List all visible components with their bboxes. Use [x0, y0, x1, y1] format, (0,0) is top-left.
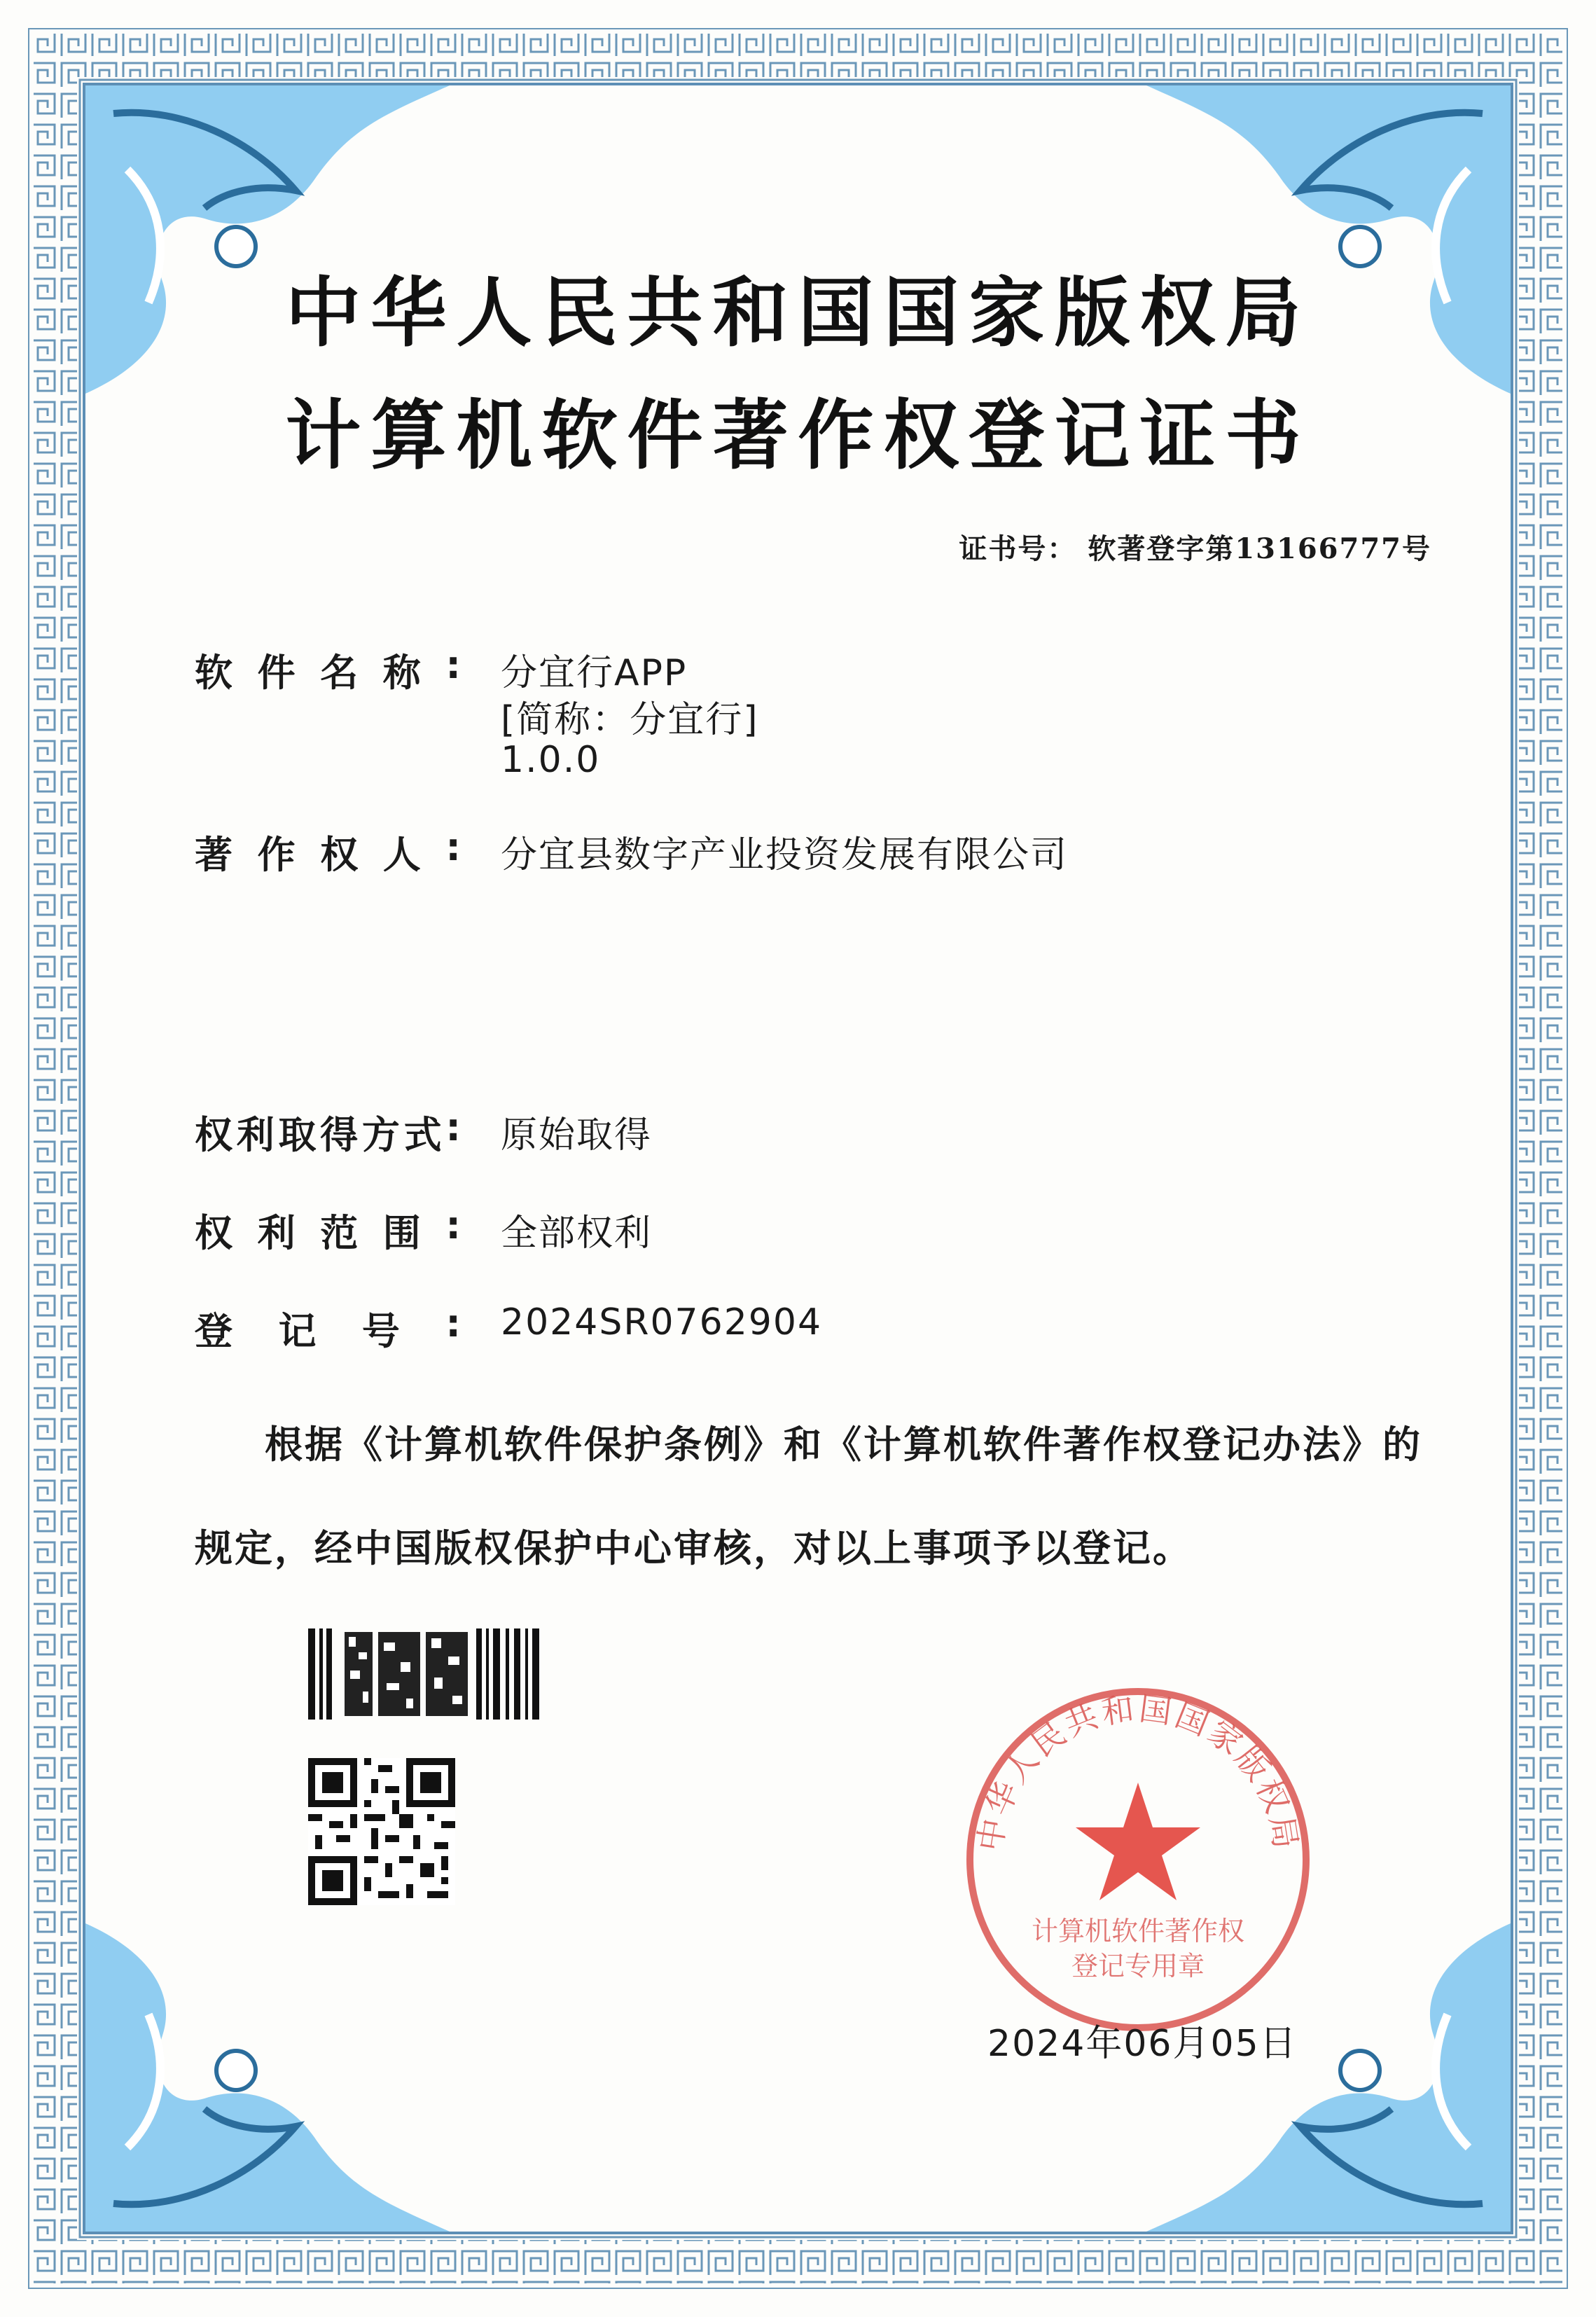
software-name-label: 软 件 名 称 :: [195, 643, 461, 695]
software-name-value: 分宜行APP: [501, 652, 688, 694]
official-seal: [956, 1678, 1320, 2042]
software-version: 1.0.0: [501, 739, 601, 781]
seal-outer-text: 中华人民共和国国家版权局: [971, 1689, 1305, 1854]
seal-inner-line2: 登记专用章: [1071, 1951, 1205, 1981]
acquisition-method-value: 原始取得: [501, 1114, 653, 1156]
seal-inner-line1: 计算机软件著作权: [1031, 1916, 1245, 1946]
acquisition-method-label: 权 利 取 得 方 式 :: [195, 1105, 461, 1157]
rights-scope-value: 全部权利: [501, 1212, 653, 1254]
copyright-owner-value: 分宜县数字产业投资发展有限公司: [501, 834, 1069, 876]
software-short-name: [简称：分宜行]: [501, 699, 759, 741]
certificate-title-line1: 中华人民共和国国家版权局: [285, 269, 1311, 357]
certificate-title-line2: 计算机软件著作权登记证书: [285, 392, 1311, 480]
qr-code: [308, 1758, 455, 1905]
barcode: [308, 1628, 546, 1720]
issue-date: 2024年06月05日: [987, 2023, 1298, 2065]
statement-line1: 根据《计算机软件保护条例》和《计算机软件著作权登记办法》的: [265, 1423, 1422, 1467]
certificate-number: 证书号： 软著登字第13166777号: [959, 532, 1431, 565]
registration-number-value: 2024SR0762904: [501, 1301, 823, 1343]
copyright-owner-label: 著 作 权 人 :: [195, 825, 461, 877]
corner-ornament-bottom-left: [85, 1923, 450, 2232]
registration-number-label: 登 记 号 :: [195, 1301, 461, 1353]
statement-line2: 规定，经中国版权保护中心审核，对以上事项予以登记。: [195, 1526, 1193, 1570]
rights-scope-label: 权 利 范 围 :: [195, 1203, 461, 1255]
